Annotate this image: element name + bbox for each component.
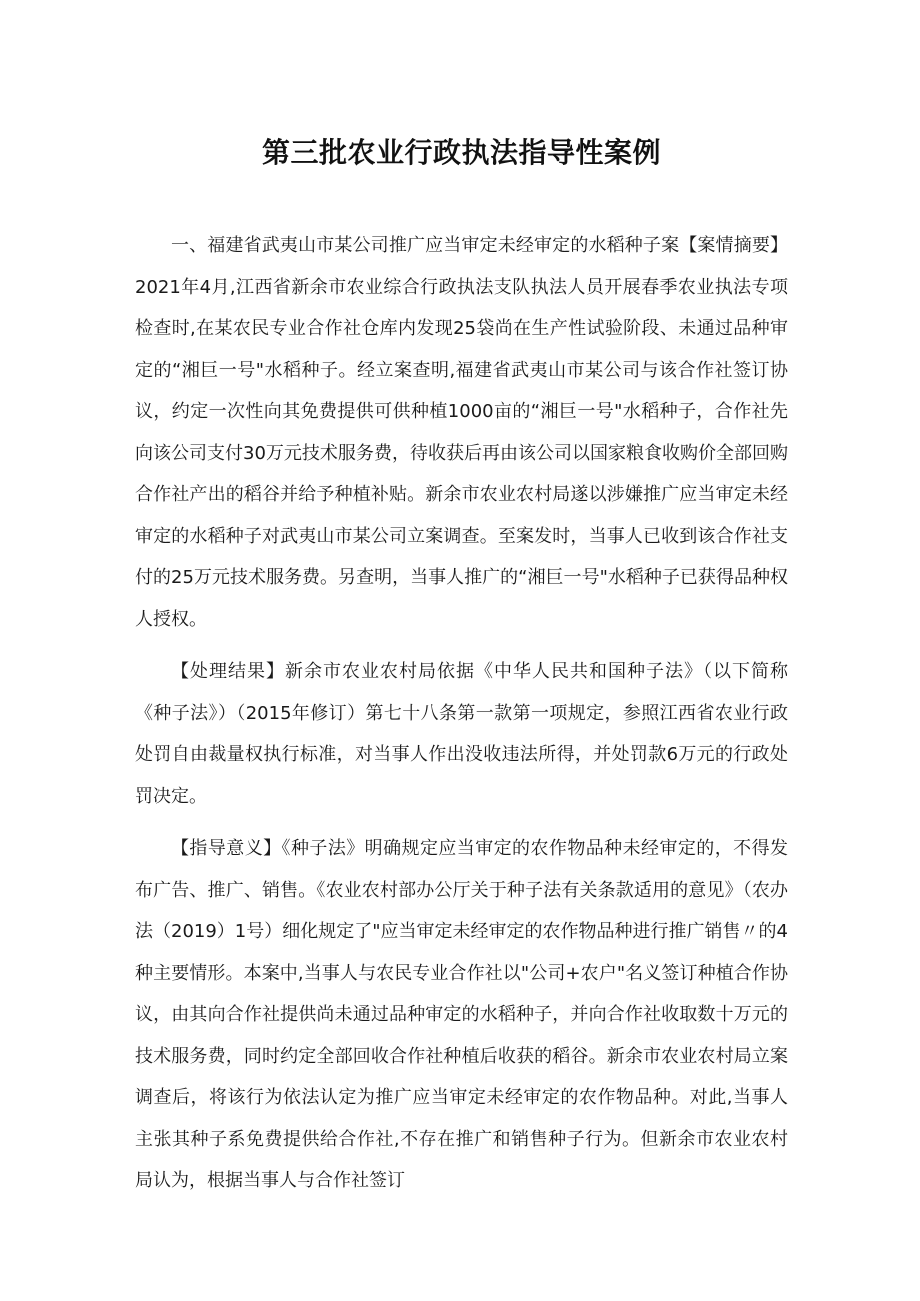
guiding-significance-paragraph: 【指导意义】《种子法》明确规定应当审定的农作物品种未经审定的，不得发布广告、推广、销售。《农业农村部办公厅关于种子法有关条款适用的意见》（农办法（2019）1号）细化规定了"应当审定未经审定的农作物品种进行推广销售〃的4种主要情形。本案中,当事人与农民专业合作社以"公司+农户"名义签订种植合作协议，由其向合作社提供尚未通过品种审定的水稻种子，并向合作社收取数十万元的技术服务费，同时约定全部回收合作社种植后收获的稻谷。新余市农业农村局立案调查后，将该行为依法认定为推广应当审定未经审定的农作物品种。对此,当事人主张其种子系免费提供给合作社,不存在推广和销售种子行为。但新余市农业农村局认为，根据当事人与合作社签订 (135, 838, 788, 1191)
handling-result-paragraph: 【处理结果】新余市农业农村局依据《中华人民共和国种子法》（以下简称《种子法》）（2015年修订）第七十八条第一款第一项规定，参照江西省农业行政处罚自由裁量权执行标准，对当事人作出没收违法所得，并处罚款6万元的行政处罚决定。 (135, 661, 788, 807)
case-summary-paragraph: 一、福建省武夷山市某公司推广应当审定未经审定的水稻种子案【案情摘要】2021年4月,江西省新余市农业综合行政执法支队执法人员开展春季农业执法专项检查时,在某农民专业合作社仓库内发现25袋尚在生产性试验阶段、未通过品种审定的“湘巨一号"水稻种子。经立案查明,福建省武夷山市某公司与该合作社签订协议，约定一次性向其免费提供可供种植1000亩的“湘巨一号"水稻种子，合作社先向该公司支付30万元技术服务费，待收获后再由该公司以国家粮食收购价全部回购合作社产出的稻谷并给予种植补贴。新余市农业农村局遂以涉嫌推广应当审定未经审定的水稻种子对武夷山市某公司立案调查。至案发时，当事人已收到该合作社支付的25万元技术服务费。另查明，当事人推广的“湘巨一号"水稻种子已获得品种权人授权。 (135, 235, 788, 630)
document-title: 第三批农业行政执法指导性案例 (261, 136, 661, 169)
